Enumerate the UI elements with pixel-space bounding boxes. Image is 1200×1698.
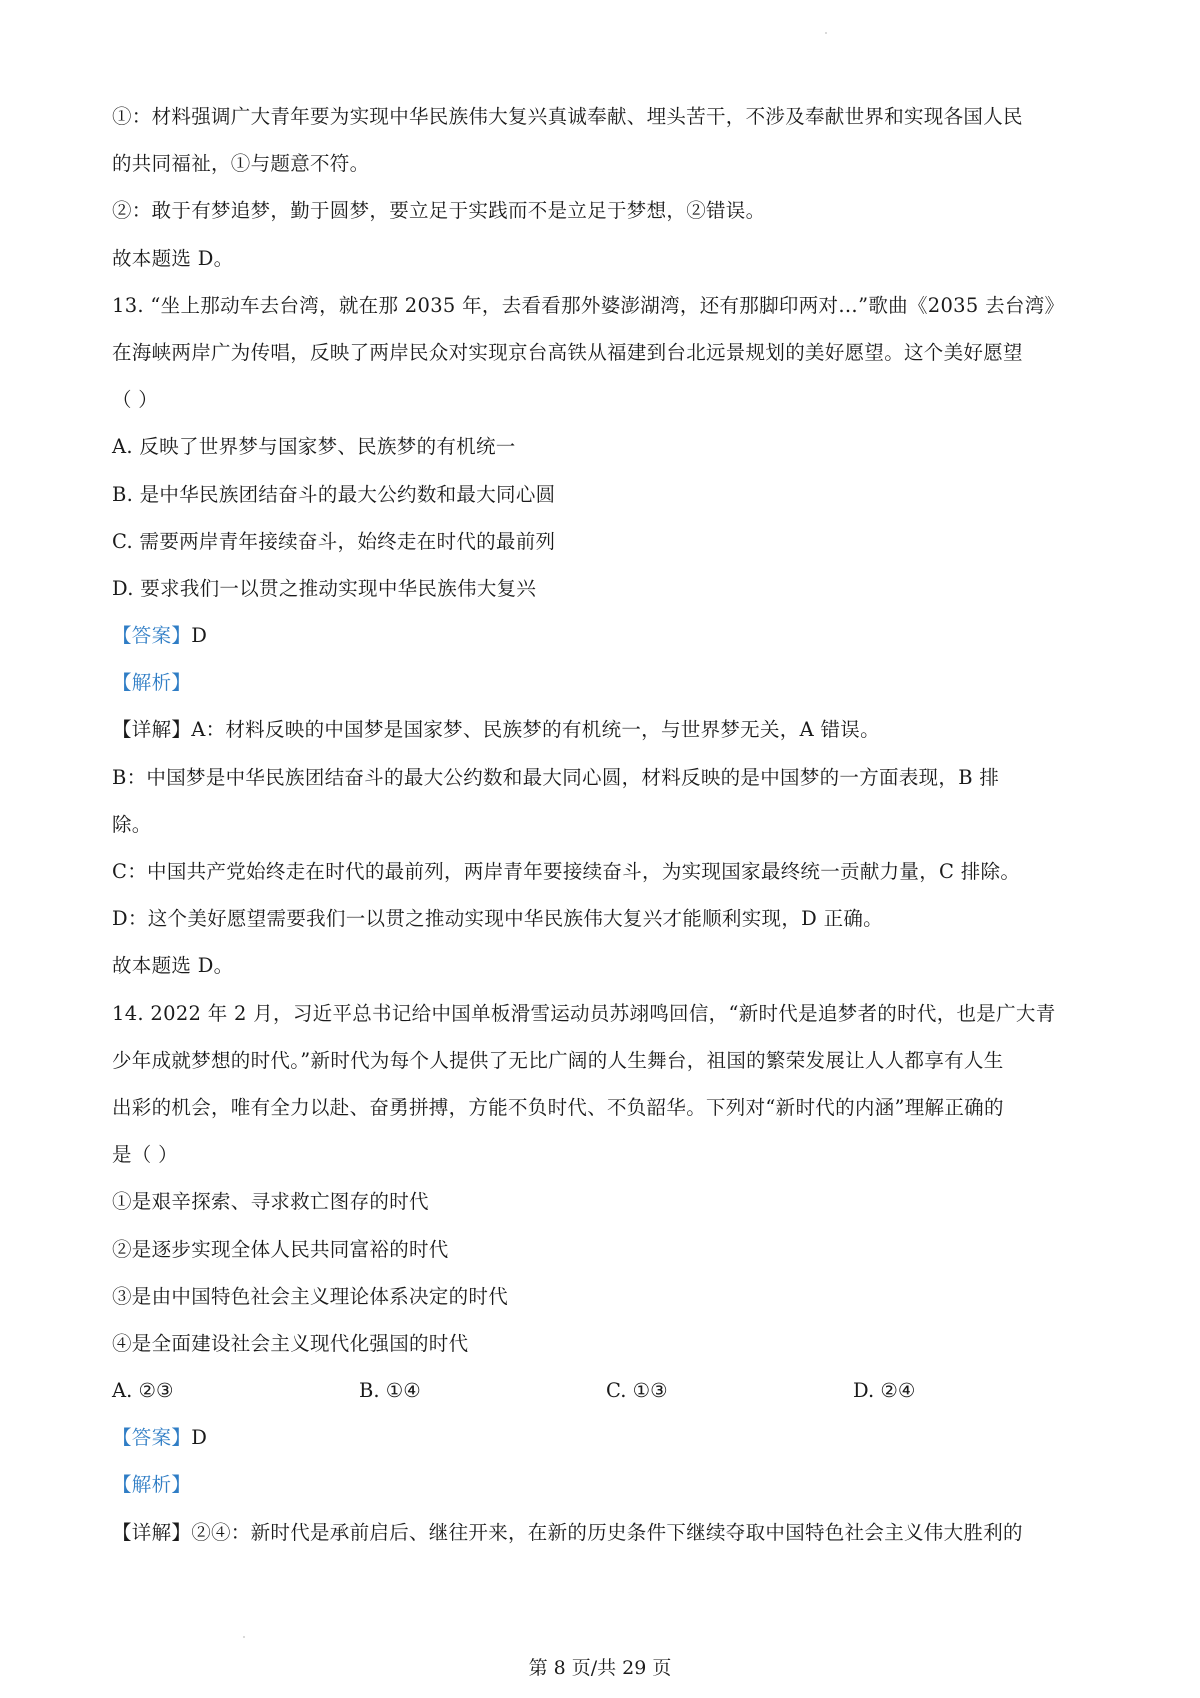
question-13-option-a: A. 反映了世界梦与国家梦、民族梦的有机统一 xyxy=(112,435,516,459)
question-14-stem: 14. 2022 年 2 月，习近平总书记给中国单板滑雪运动员苏翊鸣回信，“新时代是追梦者的时代，也是广大青 xyxy=(112,1001,1056,1025)
question-14-stem: 出彩的机会，唯有全力以赴、奋勇拼搏，方能不负时代、不负韶华。下列对“新时代的内涵”理解正确的 xyxy=(112,1095,1004,1119)
question-14-stem: 少年成就梦想的时代。”新时代为每个人提供了无比广阔的人生舞台，祖国的繁荣发展让人人都享有人生 xyxy=(112,1048,1004,1072)
question-14-option-d: D. ②④ xyxy=(853,1379,916,1403)
question-13-detail: 除。 xyxy=(112,812,152,836)
question-14-options xyxy=(112,1367,1102,1414)
question-14-option-b: B. ①④ xyxy=(359,1379,421,1403)
question-14-statement: ②是逐步实现全体人民共同富裕的时代 xyxy=(112,1237,449,1261)
question-14-statement: ④是全面建设社会主义现代化强国的时代 xyxy=(112,1331,469,1355)
question-13-detail: 故本题选 D。 xyxy=(112,954,234,978)
text-line: ①：材料强调广大青年要为实现中华民族伟大复兴真诚奉献、埋头苦干，不涉及奉献世界和实现各国人民 xyxy=(112,105,1023,128)
scan-speck xyxy=(243,1636,245,1638)
question-13-detail: B：中国梦是中华民族团结奋斗的最大公约数和最大同心圆，材料反映的是中国梦的一方面表现，B 排 xyxy=(112,765,1000,789)
question-13-stem: 在海峡两岸广为传唱，反映了两岸民众对实现京台高铁从福建到台北远景规划的美好愿望。这个美好愿望 xyxy=(112,340,1023,364)
document-body xyxy=(112,93,1102,1556)
answer-value: D xyxy=(191,1426,208,1450)
answer-tag: 【答案】 xyxy=(112,624,192,648)
page-number: 第 8 页/共 29 页 xyxy=(528,1657,672,1679)
question-13-analysis xyxy=(112,659,1102,706)
text-line: 故本题选 D。 xyxy=(112,246,234,270)
answer-value: D xyxy=(191,624,208,648)
scan-speck xyxy=(825,32,827,34)
question-14-option-c: C. ①③ xyxy=(606,1379,668,1403)
text-line: 的共同福祉，①与题意不符。 xyxy=(112,152,370,176)
question-14-statement: ③是由中国特色社会主义理论体系决定的时代 xyxy=(112,1284,509,1308)
question-14-answer xyxy=(112,1414,1102,1461)
question-14-analysis xyxy=(112,1461,1102,1508)
question-14-detail: 【详解】②④：新时代是承前启后、继往开来，在新的历史条件下继续夺取中国特色社会主义伟大胜利的 xyxy=(112,1520,1023,1544)
analysis-tag: 【解析】 xyxy=(112,1473,192,1497)
question-13-detail: 【详解】A：材料反映的中国梦是国家梦、民族梦的有机统一，与世界梦无关，A 错误。 xyxy=(112,718,880,742)
question-13-stem: 13. “坐上那动车去台湾，就在那 2035 年，去看看那外婆澎湖湾，还有那脚印两对…”歌曲《2035 去台湾》 xyxy=(112,293,1065,317)
answer-tag: 【答案】 xyxy=(112,1426,192,1450)
question-13-option-c: C. 需要两岸青年接续奋斗，始终走在时代的最前列 xyxy=(112,529,556,553)
text-line: ②：敢于有梦追梦，勤于圆梦，要立足于实践而不是立足于梦想，②错误。 xyxy=(112,199,766,223)
analysis-tag: 【解析】 xyxy=(112,671,192,695)
question-13-stem: （ ） xyxy=(112,388,159,412)
question-14-statement: ①是艰辛探索、寻求救亡图存的时代 xyxy=(112,1190,429,1214)
question-13-answer xyxy=(112,612,1102,659)
question-13-option-b: B. 是中华民族团结奋斗的最大公约数和最大同心圆 xyxy=(112,482,556,506)
question-13-detail: D：这个美好愿望需要我们一以贯之推动实现中华民族伟大复兴才能顺利实现，D 正确。 xyxy=(112,907,883,931)
question-14-stem: 是（ ） xyxy=(112,1143,178,1167)
question-14-option-a: A. ②③ xyxy=(112,1379,174,1403)
question-13-detail: C：中国共产党始终走在时代的最前列，两岸青年要接续奋斗，为实现国家最终统一贡献力量，C 排除。 xyxy=(112,860,1021,883)
question-13-option-d: D. 要求我们一以贯之推动实现中华民族伟大复兴 xyxy=(112,576,537,600)
